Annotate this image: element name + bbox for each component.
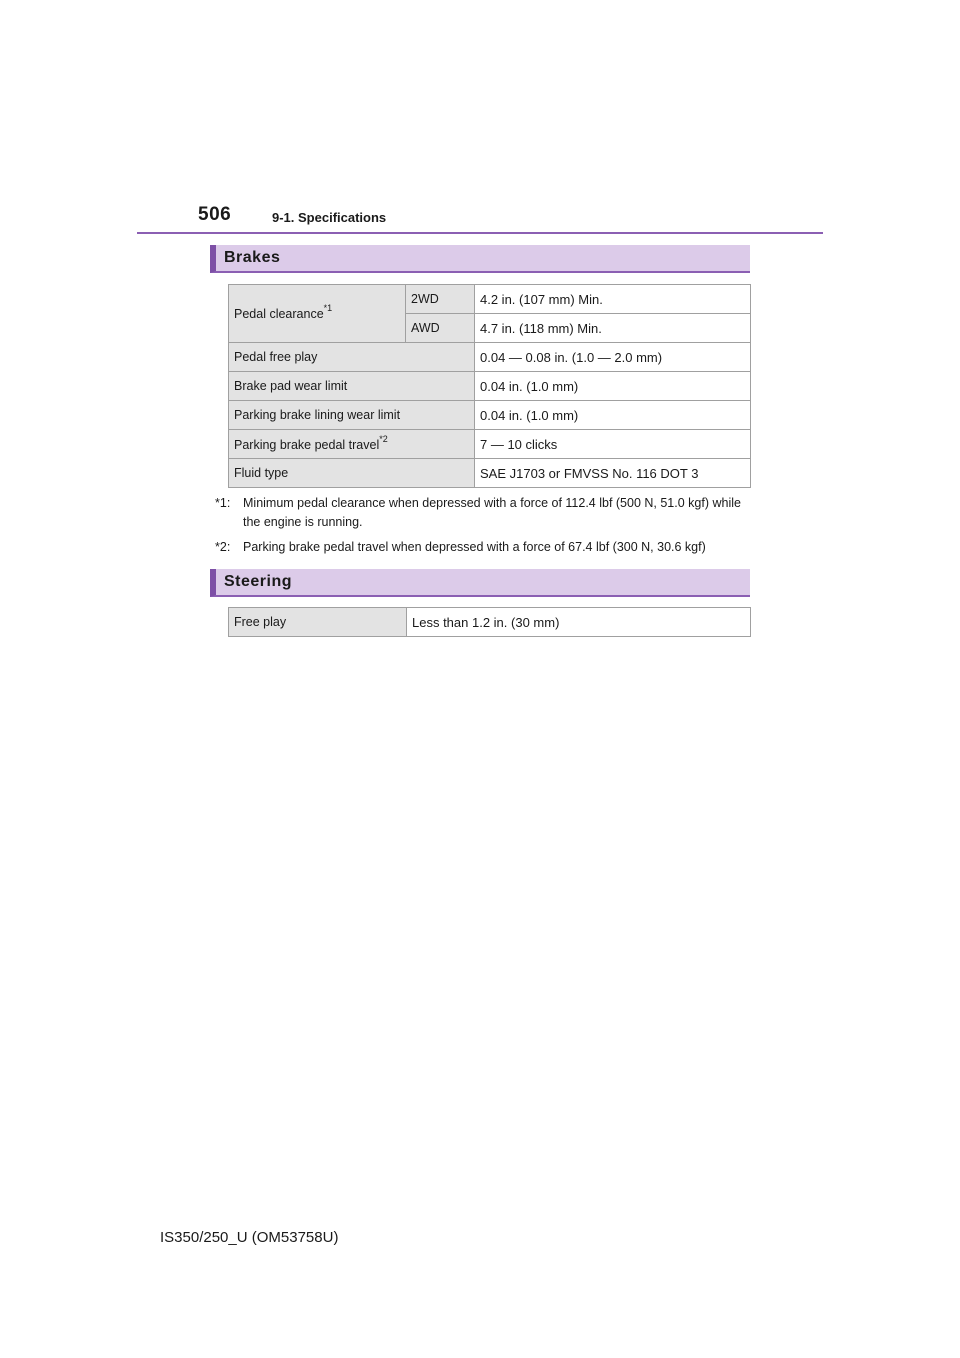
pedal-free-play-label: Pedal free play bbox=[229, 343, 475, 372]
header-rule bbox=[137, 232, 823, 234]
pad-wear-label: Brake pad wear limit bbox=[229, 372, 475, 401]
awd-label: AWD bbox=[406, 314, 475, 343]
steering-heading bbox=[210, 569, 750, 597]
fluid-type-label: Fluid type bbox=[229, 459, 475, 488]
pad-wear-value: 0.04 in. (1.0 mm) bbox=[475, 372, 751, 401]
table-row bbox=[229, 608, 751, 637]
steering-title: Steering bbox=[224, 573, 293, 590]
footer-model: IS350/250_U (OM53758U) bbox=[160, 1229, 339, 1246]
table-row bbox=[229, 372, 751, 401]
brakes-table bbox=[228, 284, 751, 488]
page-number: 506 bbox=[198, 204, 232, 225]
brakes-title: Brakes bbox=[224, 249, 281, 266]
table-row bbox=[229, 459, 751, 488]
2wd-value: 4.2 in. (107 mm) Min. bbox=[475, 285, 751, 314]
lining-wear-label: Parking brake lining wear limit bbox=[229, 401, 475, 430]
free-play-value: Less than 1.2 in. (30 mm) bbox=[407, 608, 751, 637]
fluid-type-value: SAE J1703 or FMVSS No. 116 DOT 3 bbox=[475, 459, 751, 488]
footnotes bbox=[215, 494, 750, 557]
steering-table bbox=[228, 607, 751, 637]
table-row bbox=[229, 285, 751, 314]
section-title: 9-1. Specifications bbox=[272, 210, 387, 225]
pedal-clearance-label: Pedal clearance$^{*1}$ bbox=[229, 285, 406, 343]
footnote bbox=[215, 494, 750, 532]
table-row bbox=[229, 401, 751, 430]
2wd-label: 2WD bbox=[406, 285, 475, 314]
pedal-travel-label: Parking brake pedal travel$^{*2}$ bbox=[229, 430, 475, 459]
footnote-text: Parking brake pedal travel when depressed with a force of 67.4 lbf (300 N, 30.6 kgf) bbox=[243, 540, 706, 554]
brakes-heading bbox=[210, 245, 750, 273]
lining-wear-value: 0.04 in. (1.0 mm) bbox=[475, 401, 751, 430]
table-row bbox=[229, 430, 751, 459]
awd-value: 4.7 in. (118 mm) Min. bbox=[475, 314, 751, 343]
footnote-mark: *1: bbox=[215, 496, 231, 510]
free-play-label: Free play bbox=[229, 608, 407, 637]
footnote-mark: *2: bbox=[215, 540, 231, 554]
pedal-free-play-value: 0.04 — 0.08 in. (1.0 — 2.0 mm) bbox=[475, 343, 751, 372]
footnote-text: Minimum pedal clearance when depressed with a force of 112.4 lbf (500 N, 51.0 kgf) while the engine is running. bbox=[243, 496, 741, 529]
footnote bbox=[215, 538, 750, 557]
table-row bbox=[229, 343, 751, 372]
pedal-travel-value: 7 — 10 clicks bbox=[475, 430, 751, 459]
